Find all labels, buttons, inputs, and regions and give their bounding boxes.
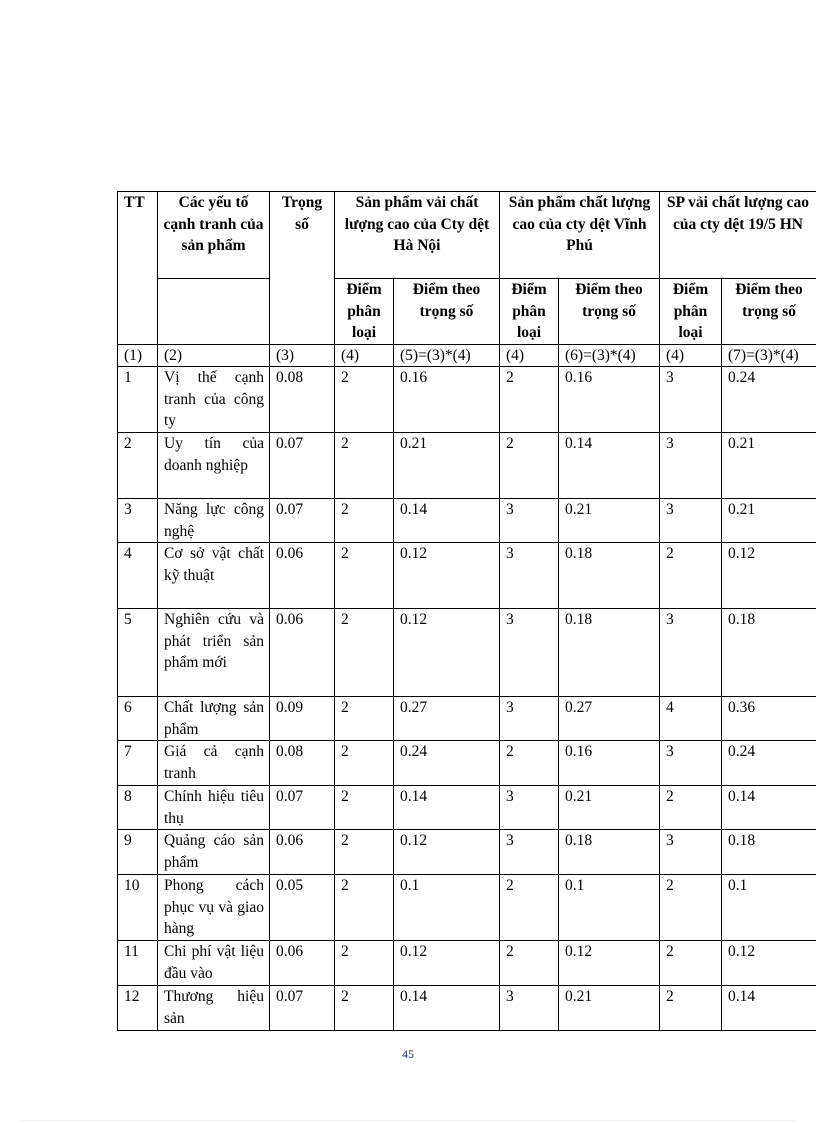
table-row — [118, 875, 816, 941]
factor-cell: Thương hiệu sản — [158, 986, 270, 1031]
weight-cell: 0.08 — [270, 367, 335, 433]
weight-cell: 0.07 — [270, 986, 335, 1031]
factor-cell: Vị thế cạnh tranh của công ty — [158, 367, 270, 433]
weight-cell: 0.07 — [270, 499, 335, 543]
weighted-vinhphu: 0.14 — [559, 433, 660, 499]
weight-cell: 0.07 — [270, 433, 335, 499]
weighted-19-5: 0.1 — [722, 875, 816, 941]
weighted-19-5: 0.21 — [722, 433, 816, 499]
weighted-19-5: 0.14 — [722, 786, 816, 830]
page-number: 45 — [402, 1047, 414, 1061]
weighted-vinhphu: 0.12 — [559, 941, 660, 986]
score-vinhphu: 2 — [500, 367, 559, 433]
weighted-hanoi: 0.14 — [394, 986, 500, 1031]
header-row-2 — [118, 279, 816, 345]
table-row — [118, 499, 816, 543]
weighted-vinhphu: 0.27 — [559, 697, 660, 741]
table-row — [118, 543, 816, 609]
row-number: 7 — [118, 741, 158, 786]
score-hanoi: 2 — [335, 433, 394, 499]
page-bottom-divider — [20, 1120, 796, 1121]
weighted-vinhphu: 0.21 — [559, 499, 660, 543]
table-row — [118, 830, 816, 875]
weighted-hanoi: 0.12 — [394, 543, 500, 609]
factor-cell: Quảng cáo sản phẩm — [158, 830, 270, 875]
weighted-19-5: 0.18 — [722, 830, 816, 875]
score-19-5: 3 — [660, 609, 722, 697]
column-number-row — [118, 344, 816, 367]
col-num-7: (6)=(3)*(4) — [559, 344, 660, 367]
factor-cell: Uy tín của doanh nghiệp — [158, 433, 270, 499]
weight-cell: 0.05 — [270, 875, 335, 941]
weight-cell: 0.06 — [270, 941, 335, 986]
weighted-hanoi: 0.27 — [394, 697, 500, 741]
table-row — [118, 609, 816, 697]
weighted-hanoi: 0.12 — [394, 941, 500, 986]
header-score-1: Điểm phân loại — [335, 279, 394, 345]
table-row — [118, 697, 816, 741]
col-num-6: (4) — [500, 344, 559, 367]
score-19-5: 2 — [660, 875, 722, 941]
score-vinhphu: 3 — [500, 499, 559, 543]
col-num-3: (3) — [270, 344, 335, 367]
factor-cell: Phong cách phục vụ và giao hàng — [158, 875, 270, 941]
weighted-hanoi: 0.12 — [394, 609, 500, 697]
score-19-5: 3 — [660, 499, 722, 543]
weighted-19-5: 0.12 — [722, 941, 816, 986]
header-group-19-5: SP vải chất lượng cao của cty dệt 19/5 HN — [660, 192, 816, 279]
score-hanoi: 2 — [335, 830, 394, 875]
weighted-vinhphu: 0.21 — [559, 786, 660, 830]
score-hanoi: 2 — [335, 875, 394, 941]
header-row-1 — [118, 192, 816, 279]
col-num-9: (7)=(3)*(4) — [722, 344, 816, 367]
score-hanoi: 2 — [335, 941, 394, 986]
factor-cell: Nghiên cứu và phát triển sản phẩm mới — [158, 609, 270, 697]
table-row — [118, 941, 816, 986]
score-19-5: 3 — [660, 433, 722, 499]
weight-cell: 0.08 — [270, 741, 335, 786]
weight-cell: 0.09 — [270, 697, 335, 741]
score-vinhphu: 3 — [500, 609, 559, 697]
score-hanoi: 2 — [335, 786, 394, 830]
score-vinhphu: 3 — [500, 830, 559, 875]
score-hanoi: 2 — [335, 741, 394, 786]
col-num-8: (4) — [660, 344, 722, 367]
col-num-2: (2) — [158, 344, 270, 367]
score-19-5: 2 — [660, 786, 722, 830]
score-hanoi: 2 — [335, 499, 394, 543]
row-number: 9 — [118, 830, 158, 875]
score-vinhphu: 3 — [500, 697, 559, 741]
factor-cell: Giá cả cạnh tranh — [158, 741, 270, 786]
header-group-hanoi: Sản phẩm vải chất lượng cao của Cty dệt Hà Nội — [335, 192, 500, 279]
score-hanoi: 2 — [335, 543, 394, 609]
factor-cell: Năng lực công nghệ — [158, 499, 270, 543]
row-number: 3 — [118, 499, 158, 543]
row-number: 1 — [118, 367, 158, 433]
weighted-19-5: 0.21 — [722, 499, 816, 543]
weight-cell: 0.06 — [270, 543, 335, 609]
score-vinhphu: 3 — [500, 786, 559, 830]
weighted-hanoi: 0.14 — [394, 786, 500, 830]
row-number: 4 — [118, 543, 158, 609]
factor-cell: Chất lượng sản phẩm — [158, 697, 270, 741]
weighted-vinhphu: 0.21 — [559, 986, 660, 1031]
score-vinhphu: 2 — [500, 741, 559, 786]
score-19-5: 4 — [660, 697, 722, 741]
weight-cell: 0.06 — [270, 609, 335, 697]
col-num-5: (5)=(3)*(4) — [394, 344, 500, 367]
score-vinhphu: 2 — [500, 433, 559, 499]
score-19-5: 2 — [660, 543, 722, 609]
row-number: 6 — [118, 697, 158, 741]
row-number: 11 — [118, 941, 158, 986]
score-hanoi: 2 — [335, 609, 394, 697]
row-number: 5 — [118, 609, 158, 697]
weighted-vinhphu: 0.1 — [559, 875, 660, 941]
competitive-factors-table — [117, 191, 816, 1031]
table-row — [118, 741, 816, 786]
score-vinhphu: 3 — [500, 543, 559, 609]
factor-cell: Cơ sở vật chất kỹ thuật — [158, 543, 270, 609]
weighted-hanoi: 0.12 — [394, 830, 500, 875]
row-number: 8 — [118, 786, 158, 830]
table-row — [118, 786, 816, 830]
weighted-19-5: 0.14 — [722, 986, 816, 1031]
row-number: 2 — [118, 433, 158, 499]
row-number: 12 — [118, 986, 158, 1031]
weighted-19-5: 0.12 — [722, 543, 816, 609]
score-hanoi: 2 — [335, 697, 394, 741]
score-vinhphu: 2 — [500, 941, 559, 986]
weighted-hanoi: 0.1 — [394, 875, 500, 941]
header-factors-blank — [158, 279, 270, 345]
factor-cell: Chi phí vật liệu đầu vào — [158, 941, 270, 986]
header-weighted-3: Điểm theo trọng số — [722, 279, 816, 345]
table-row — [118, 433, 816, 499]
header-tt: TT — [118, 192, 158, 345]
score-19-5: 3 — [660, 830, 722, 875]
weight-cell: 0.07 — [270, 786, 335, 830]
row-number: 10 — [118, 875, 158, 941]
header-score-2: Điểm phân loại — [500, 279, 559, 345]
weighted-19-5: 0.24 — [722, 741, 816, 786]
weighted-vinhphu: 0.18 — [559, 543, 660, 609]
weighted-vinhphu: 0.18 — [559, 830, 660, 875]
weighted-hanoi: 0.16 — [394, 367, 500, 433]
header-score-3: Điểm phân loại — [660, 279, 722, 345]
weighted-vinhphu: 0.18 — [559, 609, 660, 697]
score-vinhphu: 2 — [500, 875, 559, 941]
score-19-5: 2 — [660, 941, 722, 986]
weighted-19-5: 0.24 — [722, 367, 816, 433]
col-num-4: (4) — [335, 344, 394, 367]
col-num-1: (1) — [118, 344, 158, 367]
header-group-vinhphu: Sản phẩm chất lượng cao của cty dệt Vĩnh Phú — [500, 192, 660, 279]
weighted-19-5: 0.18 — [722, 609, 816, 697]
header-weighted-1: Điểm theo trọng số — [394, 279, 500, 345]
factor-cell: Chính hiệu tiêu thụ — [158, 786, 270, 830]
score-hanoi: 2 — [335, 986, 394, 1031]
weighted-hanoi: 0.21 — [394, 433, 500, 499]
weight-cell: 0.06 — [270, 830, 335, 875]
header-weight: Trọng số — [270, 192, 335, 345]
weighted-vinhphu: 0.16 — [559, 367, 660, 433]
score-19-5: 3 — [660, 741, 722, 786]
header-factors: Các yếu tố cạnh tranh của sản phẩm — [158, 192, 270, 279]
weighted-19-5: 0.36 — [722, 697, 816, 741]
score-19-5: 2 — [660, 986, 722, 1031]
header-weighted-2: Điểm theo trọng số — [559, 279, 660, 345]
weighted-vinhphu: 0.16 — [559, 741, 660, 786]
score-vinhphu: 3 — [500, 986, 559, 1031]
score-19-5: 3 — [660, 367, 722, 433]
weighted-hanoi: 0.24 — [394, 741, 500, 786]
weighted-hanoi: 0.14 — [394, 499, 500, 543]
table-row — [118, 986, 816, 1031]
score-hanoi: 2 — [335, 367, 394, 433]
table-row — [118, 367, 816, 433]
